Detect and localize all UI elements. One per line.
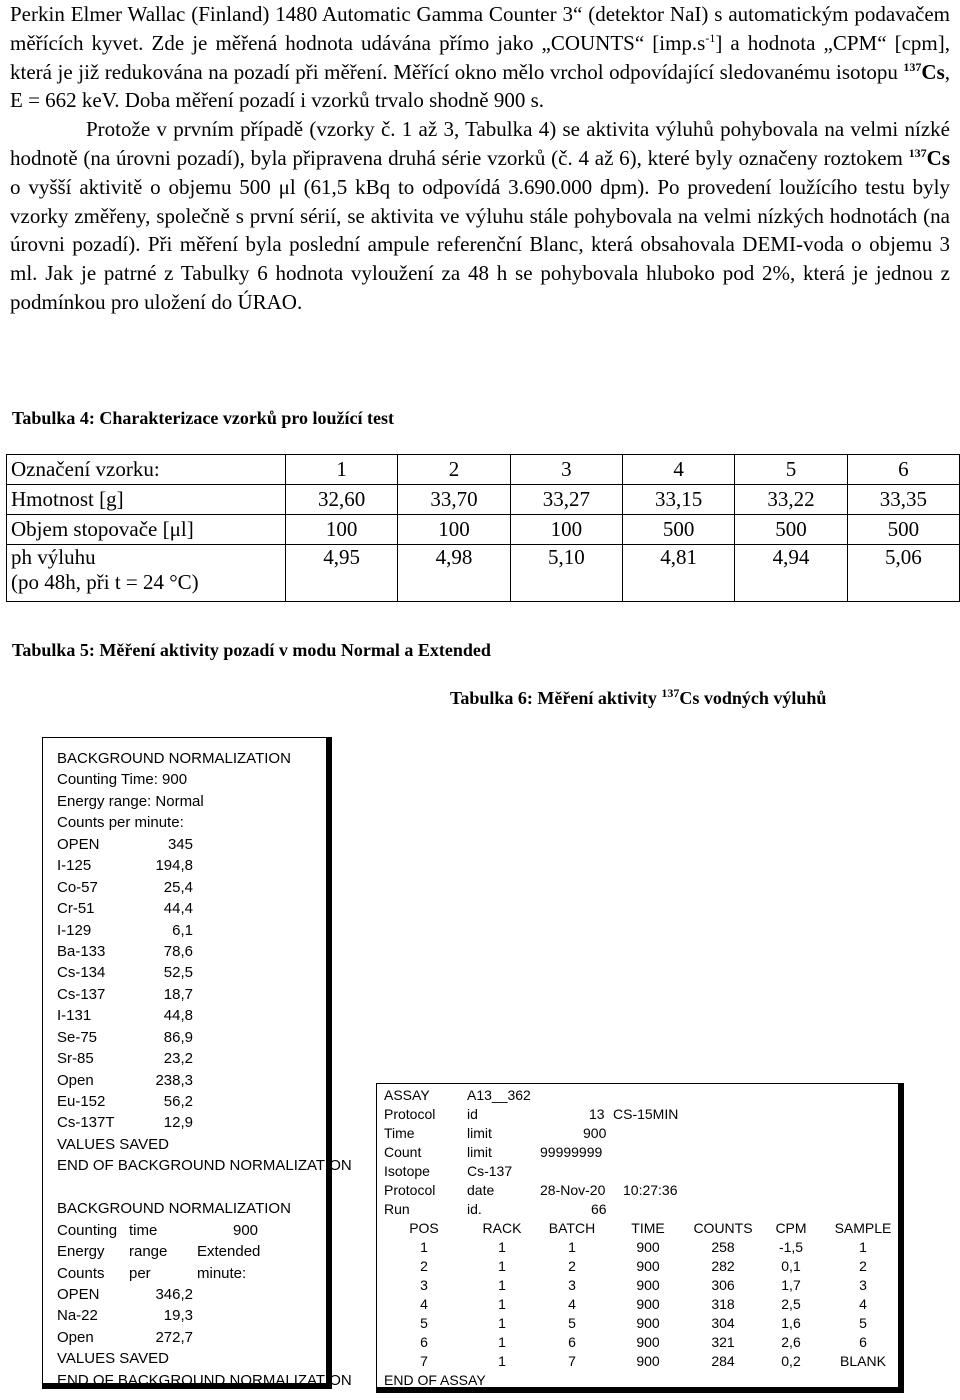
- cell: 1: [568, 1239, 576, 1255]
- column-header: RACK: [482, 1220, 522, 1236]
- isotope-value: 78,6: [163, 942, 193, 960]
- table-4: [6, 454, 960, 602]
- isotope-value: 18,7: [163, 985, 193, 1003]
- isotope-name: Eu-152: [57, 1093, 106, 1110]
- table6-caption-b: Cs vodných výluhů: [679, 688, 827, 708]
- isotope-value: 52,5: [163, 964, 193, 982]
- cell: 33,15: [622, 485, 734, 515]
- table-row: [7, 545, 960, 602]
- cell: 2,5: [781, 1296, 801, 1312]
- cell: 5: [568, 1315, 576, 1331]
- table-row: [377, 1295, 899, 1314]
- cell: 2: [420, 1258, 428, 1274]
- table-row: [377, 1200, 899, 1219]
- cell: id.: [467, 1201, 482, 1217]
- cell: 7: [420, 1353, 428, 1369]
- cell: 1: [498, 1277, 506, 1293]
- cell: 1: [286, 455, 398, 485]
- table-row: [377, 1143, 899, 1162]
- list-item: [57, 1327, 352, 1348]
- table-header: [377, 1219, 899, 1238]
- row-label: [7, 545, 286, 602]
- table-row: [7, 515, 960, 545]
- p1-text-a: Perkin Elmer Wallac (Finland) 1480 Automatic Gamma Counter 3“ (detektor NaI) s automatickým podavačem měřících kyvet. Zde je měřená hodnota udávána přímo jako „COUNTS“ [imp.s: [10, 2, 950, 55]
- cell: 32,60: [286, 485, 398, 515]
- cell: Isotope: [384, 1163, 430, 1179]
- isotope-value: 194,8: [155, 857, 193, 875]
- cell: 100: [510, 515, 622, 545]
- cell: 4: [420, 1296, 428, 1312]
- cell: 2: [859, 1258, 867, 1274]
- table-row: [377, 1238, 899, 1257]
- table-row: [7, 485, 960, 515]
- cell: A13__362: [467, 1087, 531, 1103]
- cell: 33,22: [735, 485, 847, 515]
- cell: 33,70: [398, 485, 510, 515]
- cell: 258: [711, 1239, 735, 1255]
- list-item: [57, 1048, 352, 1069]
- isotope-name: Open: [57, 1071, 94, 1089]
- cell: 28-Nov-20: [540, 1182, 606, 1198]
- cell: 306: [711, 1277, 735, 1293]
- cell: 33,35: [847, 485, 959, 515]
- cell: 900: [583, 1125, 607, 1141]
- table-row: [377, 1181, 899, 1200]
- cell: 1: [498, 1334, 506, 1350]
- table-row: [377, 1162, 899, 1181]
- list-item: [57, 877, 352, 898]
- isotope-name: Se-75: [57, 1028, 98, 1046]
- list-item: [57, 1220, 352, 1241]
- list-item: [57, 1241, 352, 1262]
- cell: 6: [859, 1334, 867, 1350]
- paragraph-2: [10, 115, 950, 317]
- isotope-value: 272,7: [155, 1328, 193, 1346]
- list-item: [57, 1112, 352, 1133]
- cell: Protocol: [384, 1106, 436, 1122]
- isotope-value: 44,8: [163, 1007, 193, 1025]
- table6-caption-sup: 137: [661, 686, 680, 700]
- cell: id: [467, 1106, 478, 1122]
- list-item: [57, 1027, 352, 1048]
- cell: 5: [735, 455, 847, 485]
- cell: limit: [467, 1125, 492, 1141]
- p2-iso-mass: 137: [908, 145, 927, 160]
- list-item: VALUES SAVED: [57, 1135, 169, 1153]
- cell: 4: [622, 455, 734, 485]
- list-item: [57, 1005, 352, 1026]
- cell: 900: [636, 1258, 660, 1274]
- paragraph-1: [10, 0, 950, 115]
- isotope-value: 25,4: [163, 878, 193, 896]
- list-item: [57, 834, 352, 855]
- cell: 2: [398, 455, 510, 485]
- isotope-value: 6,1: [172, 921, 193, 939]
- table-row: [377, 1333, 899, 1352]
- cell: 3: [568, 1277, 576, 1293]
- isotope-name: Na-22: [57, 1307, 98, 1325]
- word: 900: [233, 1221, 259, 1239]
- isotope-name: Cs-137T: [57, 1114, 115, 1132]
- isotope-name: I-129: [57, 921, 92, 939]
- list-item: [57, 855, 352, 876]
- cell: 6: [420, 1334, 428, 1350]
- cell: date: [467, 1182, 495, 1198]
- cell: 4,98: [398, 545, 510, 602]
- cell: 4,95: [286, 545, 398, 602]
- table-row: [377, 1086, 899, 1105]
- isotope-name: Cs-134: [57, 964, 106, 982]
- isotope-value: 12,9: [163, 1114, 193, 1132]
- cell: 0,2: [781, 1353, 801, 1369]
- cell: 500: [847, 515, 959, 545]
- cell: 284: [711, 1353, 735, 1369]
- cell: 900: [636, 1315, 660, 1331]
- cell: 318: [711, 1296, 735, 1312]
- isotope-value: 345: [167, 835, 193, 853]
- isotope-name: Sr-85: [57, 1050, 94, 1068]
- cell: -1,5: [778, 1239, 804, 1255]
- list-item: [57, 962, 352, 983]
- table-row: [7, 455, 960, 485]
- cell: 1,7: [781, 1277, 801, 1293]
- word: range: [129, 1243, 168, 1261]
- table6-caption: [450, 688, 826, 709]
- cell: 7: [568, 1353, 576, 1369]
- isotope-value: 19,3: [163, 1307, 193, 1325]
- table-row: [377, 1276, 899, 1295]
- end-of-assay: END OF ASSAY: [384, 1372, 486, 1388]
- cell: 100: [286, 515, 398, 545]
- list-item: [57, 941, 352, 962]
- cell: 4,81: [622, 545, 734, 602]
- isotope-name: Co-57: [57, 878, 98, 896]
- cell: Run: [384, 1201, 410, 1217]
- cell: 2,6: [781, 1334, 801, 1350]
- cell: 5,06: [847, 545, 959, 602]
- isotope-value: 44,4: [163, 900, 193, 918]
- cell: 33,27: [510, 485, 622, 515]
- isotope-value: 346,2: [155, 1285, 193, 1303]
- list-item: BACKGROUND NORMALIZATION: [57, 750, 291, 767]
- cell: 4: [568, 1296, 576, 1312]
- cell: Time: [384, 1125, 415, 1141]
- isotope-value: 23,2: [163, 1050, 193, 1068]
- cell: 900: [636, 1296, 660, 1312]
- p1-text-c: , E = 662 keV. Doba měření pozadí i vzorků trvalo shodně 900 s.: [10, 59, 950, 113]
- list-item: Energy range: Normal: [57, 792, 204, 810]
- cell: 4,94: [735, 545, 847, 602]
- cell: BLANK: [840, 1353, 886, 1369]
- p2-iso: Cs: [926, 145, 950, 170]
- cell: 1: [420, 1239, 428, 1255]
- table-6-printout: [376, 1083, 904, 1393]
- list-item: [57, 1070, 352, 1091]
- cell: 900: [636, 1239, 660, 1255]
- cell: 1: [498, 1296, 506, 1312]
- cell: 500: [622, 515, 734, 545]
- word: Extended: [197, 1243, 261, 1261]
- table-row: [377, 1371, 899, 1390]
- word: time: [129, 1221, 158, 1239]
- list-item: VALUES SAVED: [57, 1350, 169, 1368]
- cell: 66: [591, 1201, 607, 1217]
- isotope-name: Ba-133: [57, 942, 106, 960]
- row-label: Hmotnost [g]: [7, 485, 286, 515]
- isotope-name: I-131: [57, 1007, 92, 1025]
- cell: 2: [568, 1258, 576, 1274]
- isotope-name: Cr-51: [57, 900, 95, 918]
- row-label-line2: (po 48h, při t = 24 °C): [11, 570, 199, 594]
- table6-caption-a: Tabulka 6: Měření aktivity: [450, 688, 662, 708]
- table4-caption: Tabulka 4: Charakterizace vzorků pro loužící test: [12, 408, 394, 428]
- cell: 1: [859, 1239, 867, 1255]
- isotope-name: I-125: [57, 857, 92, 875]
- cell: 900: [636, 1334, 660, 1350]
- word: minute:: [197, 1264, 247, 1282]
- spacer: [57, 1177, 352, 1198]
- list-item: [57, 898, 352, 919]
- cell: 4: [859, 1296, 867, 1312]
- isotope-name: Cs-137: [57, 985, 106, 1003]
- cell: CS-15MIN: [613, 1106, 679, 1122]
- cell: 6: [847, 455, 959, 485]
- cell: 99999999: [540, 1144, 603, 1160]
- table-row: [377, 1352, 899, 1371]
- cell: 10:27:36: [623, 1182, 678, 1198]
- isotope-value: 56,2: [163, 1093, 193, 1110]
- table-row: [377, 1314, 899, 1333]
- table-5-printout: [42, 737, 352, 1389]
- p1-iso-mass: 137: [903, 59, 922, 74]
- isotope-name: Open: [57, 1328, 94, 1346]
- p1-text-b: ] a hodnota „CPM“ [cpm], která je již redukována na pozadí při měření. Měřící okno mělo vrchol odpovídající sledovanému isotopu: [10, 30, 950, 84]
- row-label: Označení vzorku:: [7, 455, 286, 485]
- table-row: [377, 1105, 899, 1124]
- cell: 1: [498, 1258, 506, 1274]
- column-header: POS: [409, 1220, 439, 1236]
- column-header: COUNTS: [693, 1220, 753, 1236]
- row-label: Objem stopovače [μl]: [7, 515, 286, 545]
- list-item: END OF BACKGROUND NORMALIZATION: [57, 1157, 352, 1175]
- isotope-value: 86,9: [163, 1028, 193, 1046]
- isotope-name: OPEN: [57, 835, 100, 853]
- intro-text: [10, 0, 950, 317]
- column-header: CPM: [775, 1220, 807, 1236]
- cell: 1: [498, 1353, 506, 1369]
- cell: 6: [568, 1334, 576, 1350]
- cell: ASSAY: [384, 1087, 430, 1103]
- list-item: Counting Time: 900: [57, 771, 188, 789]
- cell: 1: [498, 1239, 506, 1255]
- p2-text-a: Protože v prvním případě (vzorky č. 1 až 3, Tabulka 4) se aktivita výluhů pohybovala na velmi nízké hodnotě (na úrovni pozadí), byla připravena druhá série vzorků (č. 4 až 6), které byly označeny roztokem: [10, 117, 950, 170]
- row-label-line1: ph výluhu: [11, 545, 96, 569]
- word: Counting: [57, 1221, 118, 1239]
- cell: Count: [384, 1144, 422, 1160]
- cell: 3: [859, 1277, 867, 1293]
- word: per: [129, 1264, 151, 1282]
- list-item: [57, 1091, 352, 1112]
- p1-sup: -1: [705, 30, 716, 45]
- p1-iso: Cs: [921, 59, 945, 84]
- cell: 1: [498, 1315, 506, 1331]
- cell: 282: [711, 1258, 735, 1274]
- cell: 100: [398, 515, 510, 545]
- cell: 900: [636, 1277, 660, 1293]
- table5-caption: Tabulka 5: Měření aktivity pozadí v modu Normal a Extended: [12, 640, 491, 660]
- p2-text-b: o vyšší aktivitě o objemu 500 μl (61,5 kBq to odpovídá 3.690.000 dpm). Po provedení loužícího testu byly vzorky změřeny, společně s první sérií, se aktivita ve výluhu stále pohybovala na velmi nízkých hodnotách (na úrovni pozadí). Při měření byla poslední ampule referenční Blanc, která obsahovala DEMI-voda o objemu 3 ml. Jak je patrné z Tabulky 6 hodnota vyloužení za 48 h se pohybovala hluboko pod 2%, která je jednou z podmínkou pro uložení do ÚRAO.: [10, 174, 950, 314]
- cell: 13: [589, 1106, 605, 1122]
- column-header: SAMPLE: [834, 1220, 892, 1236]
- cell: Protocol: [384, 1182, 436, 1198]
- table-row: [377, 1124, 899, 1143]
- isotope-value: 238,3: [155, 1071, 193, 1089]
- cell: Cs-137: [467, 1163, 513, 1179]
- list-item: END OF BACKGROUND NORMALIZATION: [57, 1371, 352, 1389]
- table-row: [377, 1257, 899, 1276]
- cell: 5,10: [510, 545, 622, 602]
- list-item: [57, 1263, 352, 1284]
- column-header: BATCH: [548, 1220, 596, 1236]
- cell: 321: [711, 1334, 735, 1350]
- list-item: Counts per minute:: [57, 814, 184, 832]
- cell: 5: [420, 1315, 428, 1331]
- column-header: TIME: [631, 1220, 665, 1236]
- list-item: BACKGROUND NORMALIZATION: [57, 1200, 291, 1218]
- cell: 0,1: [781, 1258, 801, 1274]
- cell: 500: [735, 515, 847, 545]
- cell: limit: [467, 1144, 492, 1160]
- word: Energy: [57, 1243, 105, 1261]
- word: Counts: [57, 1264, 105, 1282]
- cell: 1,6: [781, 1315, 801, 1331]
- isotope-name: OPEN: [57, 1285, 100, 1303]
- cell: 3: [510, 455, 622, 485]
- list-item: [57, 1305, 352, 1326]
- list-item: [57, 984, 352, 1005]
- cell: 5: [859, 1315, 867, 1331]
- cell: 304: [711, 1315, 735, 1331]
- list-item: [57, 1284, 352, 1305]
- cell: 3: [420, 1277, 428, 1293]
- cell: 900: [636, 1353, 660, 1369]
- list-item: [57, 920, 352, 941]
